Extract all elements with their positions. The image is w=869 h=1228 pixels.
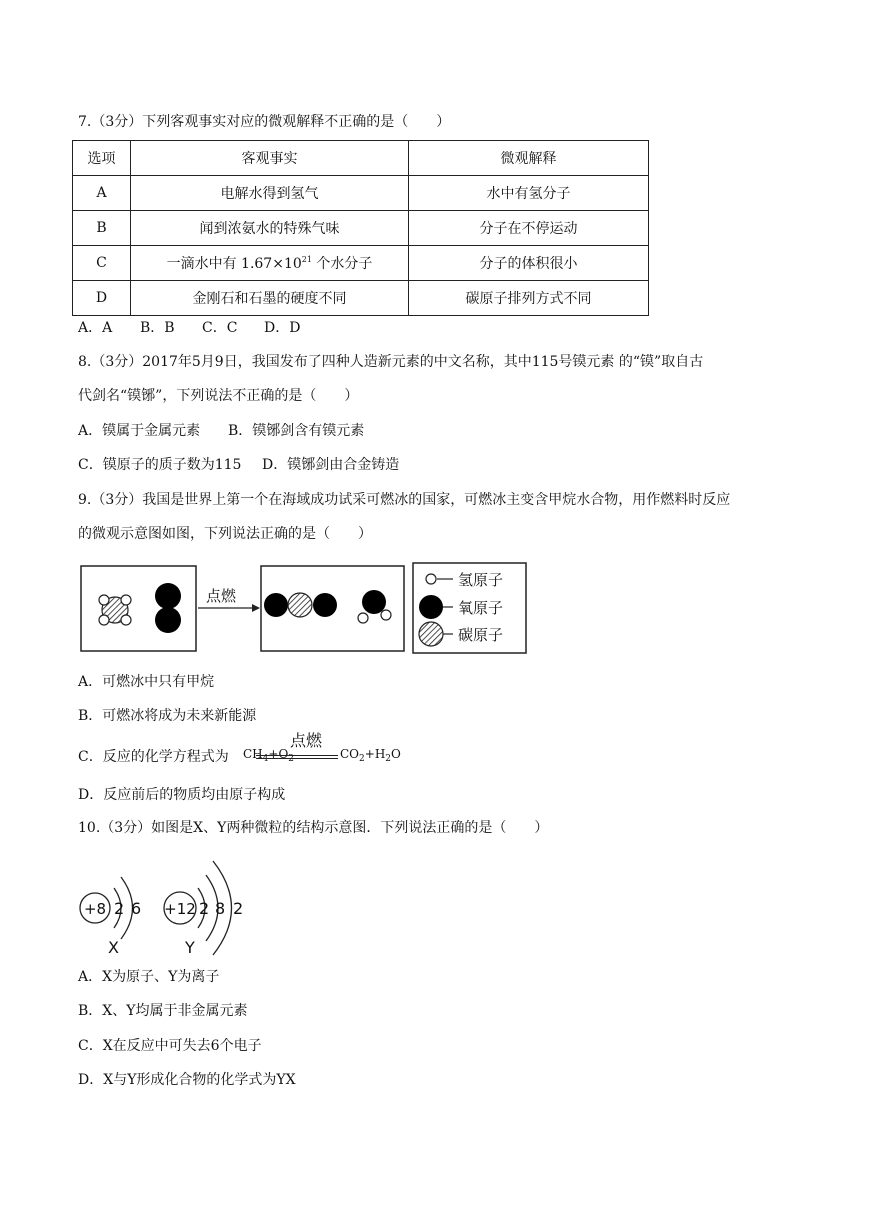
q9-stem-line2: 的微观示意图如图，下列说法正确的是（ ）: [78, 526, 372, 542]
fact-text: 个水分子: [311, 256, 373, 272]
table-row: [73, 211, 649, 246]
table-cell: 电解水得到氢气: [131, 176, 409, 211]
q9-option-b: B．可燃冰将成为未来新能源: [78, 708, 257, 724]
table-cell: D: [73, 281, 131, 316]
svg-text:2: 2: [114, 899, 125, 918]
equation-condition: 点燃: [290, 731, 323, 750]
table-cell: 碳原子排列方式不同: [409, 281, 649, 316]
q8-options-row2: [78, 455, 399, 475]
table-cell: 分子的体积很小: [409, 246, 649, 281]
q7-table: [72, 140, 649, 316]
svg-text:+8: +8: [83, 900, 107, 918]
table-header-row: [73, 141, 649, 176]
option-c: C．镆原子的质子数为115: [78, 457, 242, 473]
legend-carbon: 碳原子: [458, 626, 504, 644]
table-row: [73, 176, 649, 211]
equation-reactants: $CH_4+O_2$: [243, 747, 295, 764]
table-cell: [131, 246, 409, 281]
legend-hydrogen: 氢原子: [458, 571, 504, 589]
q8-stem-line2: 代剑名“镆铘”，下列说法不正确的是（ ）: [78, 388, 359, 404]
svg-text:2: 2: [199, 899, 210, 918]
svg-text:X: X: [108, 938, 119, 957]
q7-options: [78, 318, 300, 338]
table-cell: 分子在不停运动: [409, 211, 649, 246]
q8-stem-line1: 8.（3分）2017年5月9日，我国发布了四种人造新元素的中文名称，其中115号镆元素 的“镆”取自古: [78, 354, 704, 370]
table-row: [73, 281, 649, 316]
table-cell: B: [73, 211, 131, 246]
svg-text:Y: Y: [185, 938, 195, 957]
option-a: A．A: [78, 320, 113, 336]
svg-text:8: 8: [215, 899, 226, 918]
table-header: 客观事实: [131, 141, 409, 176]
y-structure: [164, 861, 243, 957]
option-c: C．C: [202, 320, 238, 336]
table-cell: 闻到浓氨水的特殊气味: [131, 211, 409, 246]
table-cell: 金刚石和石墨的硬度不同: [131, 281, 409, 316]
table-cell: A: [73, 176, 131, 211]
q10-option-a: A．X为原子、Y为离子: [78, 969, 220, 985]
option-b: B．B: [140, 320, 175, 336]
table-row: [73, 246, 649, 281]
option-d: D．D: [264, 320, 301, 336]
q10-stem: 10.（3分）如图是X、Y两种微粒的结构示意图．下列说法正确的是（ ）: [78, 820, 549, 836]
q8-options-row1: [78, 421, 364, 441]
table-header: 选项: [73, 141, 131, 176]
q9-option-a: A．可燃冰中只有甲烷: [78, 674, 215, 690]
arrow-label: 点燃: [206, 587, 237, 605]
q9-option-d: D．反应前后的物质均由原子构成: [78, 787, 286, 803]
q7-stem: 7.（3分）下列客观事实对应的微观解释不正确的是（ ）: [78, 114, 451, 130]
option-c-text: C．反应的化学方程式为: [78, 749, 229, 765]
svg-text:2: 2: [233, 899, 244, 918]
svg-text:+12: +12: [164, 900, 196, 918]
option-d: D．镆铘剑由合金铸造: [262, 457, 400, 473]
exponent: 21: [301, 255, 312, 264]
option-b: B．镆铘剑含有镆元素: [228, 423, 365, 439]
table-cell: 水中有氢分子: [409, 176, 649, 211]
atom-structure-diagram: [78, 855, 268, 960]
q10-option-c: C．X在反应中可失去6个电子: [78, 1038, 262, 1054]
equation-products: $CO_2+H_2O$: [340, 747, 401, 764]
q10-option-d: D．X与Y形成化合物的化学式为YX: [78, 1072, 296, 1088]
carbon-dioxide-molecule: [264, 593, 337, 617]
table-cell: C: [73, 246, 131, 281]
legend-oxygen: 氧原子: [458, 599, 504, 617]
methane-molecule: [99, 595, 131, 625]
reactants-box: [81, 566, 196, 651]
x-structure: [80, 877, 141, 957]
svg-text:6: 6: [131, 899, 142, 918]
table-header: 微观解释: [409, 141, 649, 176]
q10-option-b: B．X、Y均属于非金属元素: [78, 1003, 248, 1019]
q9-option-c: [78, 730, 478, 775]
reaction-diagram: [78, 560, 538, 660]
option-a: A．镆属于金属元素: [78, 423, 201, 439]
fact-text: 一滴水中有 1.67×10: [166, 256, 302, 272]
q9-stem-line1: 9.（3分）我国是世界上第一个在海域成功试采可燃冰的国家，可燃冰主变含甲烷水合物，用作燃料时反应: [78, 492, 731, 508]
